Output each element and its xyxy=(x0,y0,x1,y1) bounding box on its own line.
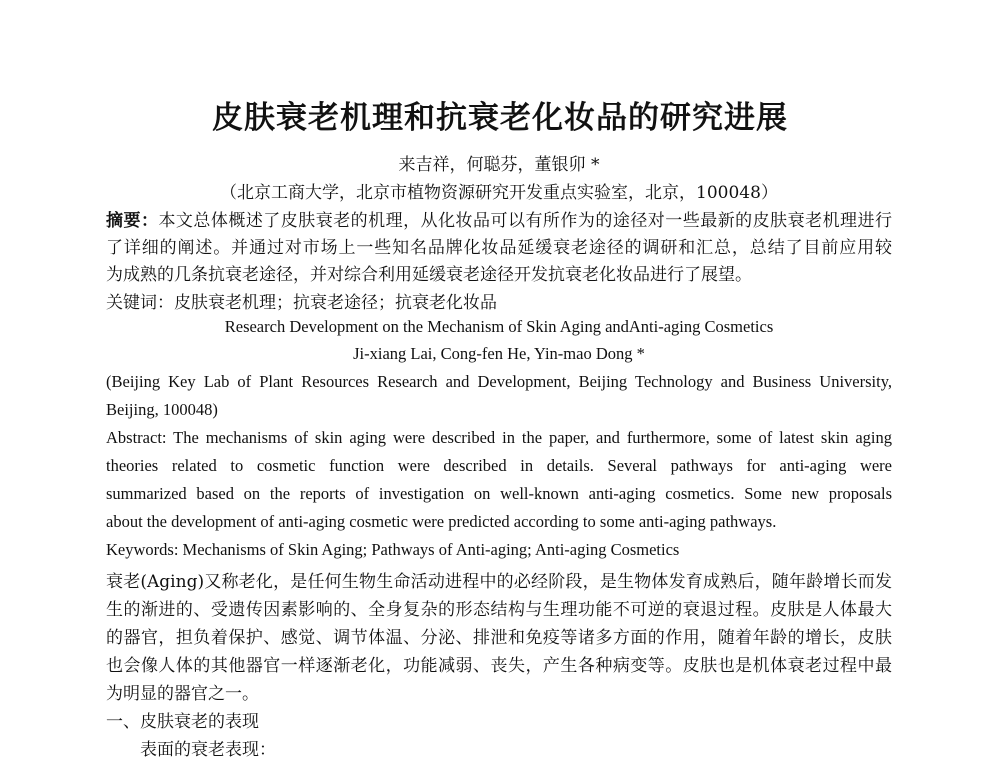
paper-title-cn: 皮肤衰老机理和抗衰老化妆品的研究进展 xyxy=(212,100,788,136)
authors-cn: 来吉祥，何聪芬，董银卯 * xyxy=(398,155,600,175)
keywords-en: Keywords: Mechanisms of Skin Aging; Pathways of Anti-aging; Anti-aging Cosmetics xyxy=(106,540,680,559)
paper-title-en: Research Development on the Mechanism of Skin Aging andAnti-aging Cosmetics xyxy=(224,317,774,336)
subsection-heading: 表面的衰老表现： xyxy=(140,740,276,760)
body-line-3: 的器官，担负着保护、感觉、调节体温、分泌、排泄和免疫等诸多方面的作用，随着年龄的增长，皮肤 xyxy=(106,628,892,648)
abstract-cn-line-2: 了详细的阐述。并通过对市场上一些知名品牌化妆品延缓衰老途径的调研和汇总，总结了目前应用较 xyxy=(106,238,892,258)
body-line-2: 生的渐进的、受遗传因素影响的、全身复杂的形态结构与生理功能不可逆的衰退过程。皮肤是人体最大 xyxy=(106,600,892,620)
abstract-cn-line-1 xyxy=(106,206,892,231)
affiliation-en-line-2: Beijing, 100048) xyxy=(106,400,218,419)
section-heading-1: 一、皮肤衰老的表现 xyxy=(106,712,259,732)
abstract-en-line-3: summarized based on the reports of investigation on well-known anti-aging cosmetics. Some new proposals xyxy=(106,484,892,503)
affiliation-en-line-1: (Beijing Key Lab of Plant Resources Research and Development, Beijing Technology and Business University, xyxy=(106,372,892,391)
abstract-cn-line-3: 为成熟的几条抗衰老途径，并对综合利用延缓衰老途径开发抗衰老化妆品进行了展望。 xyxy=(106,265,752,285)
body-line-4: 也会像人体的其他器官一样逐渐老化，功能减弱、丧失，产生各种病变等。皮肤也是机体衰老过程中最 xyxy=(106,656,892,676)
keywords-cn: 关键词：皮肤衰老机理；抗衰老途径；抗衰老化妆品 xyxy=(106,293,497,313)
abstract-en-line-1: Abstract: The mechanisms of skin aging were described in the paper, and furthermore, some of latest skin aging xyxy=(106,428,892,447)
abstract-cn-text-1: 本文总体概述了皮肤衰老的机理，从化妆品可以有所作为的途径对一些最新的皮肤衰老机理进行 xyxy=(158,211,892,231)
body-line-1: 衰老(Aging)又称老化，是任何生物生命活动进程中的必经阶段，是生物体发育成熟后，随年龄增长而发 xyxy=(106,572,892,592)
authors-en: Ji-xiang Lai, Cong-fen He, Yin-mao Dong * xyxy=(353,344,645,363)
abstract-cn-label: 摘要： xyxy=(106,211,159,231)
abstract-en-line-4: about the development of anti-aging cosmetic were predicted according to some anti-aging pathways. xyxy=(106,512,777,531)
affiliation-cn: （北京工商大学，北京市植物资源研究开发重点实验室，北京，100048） xyxy=(220,183,778,203)
abstract-en-line-2: theories related to cosmetic function were described in details. Several pathways for anti-aging were xyxy=(106,456,892,475)
body-line-5: 为明显的器官之一。 xyxy=(106,684,259,704)
